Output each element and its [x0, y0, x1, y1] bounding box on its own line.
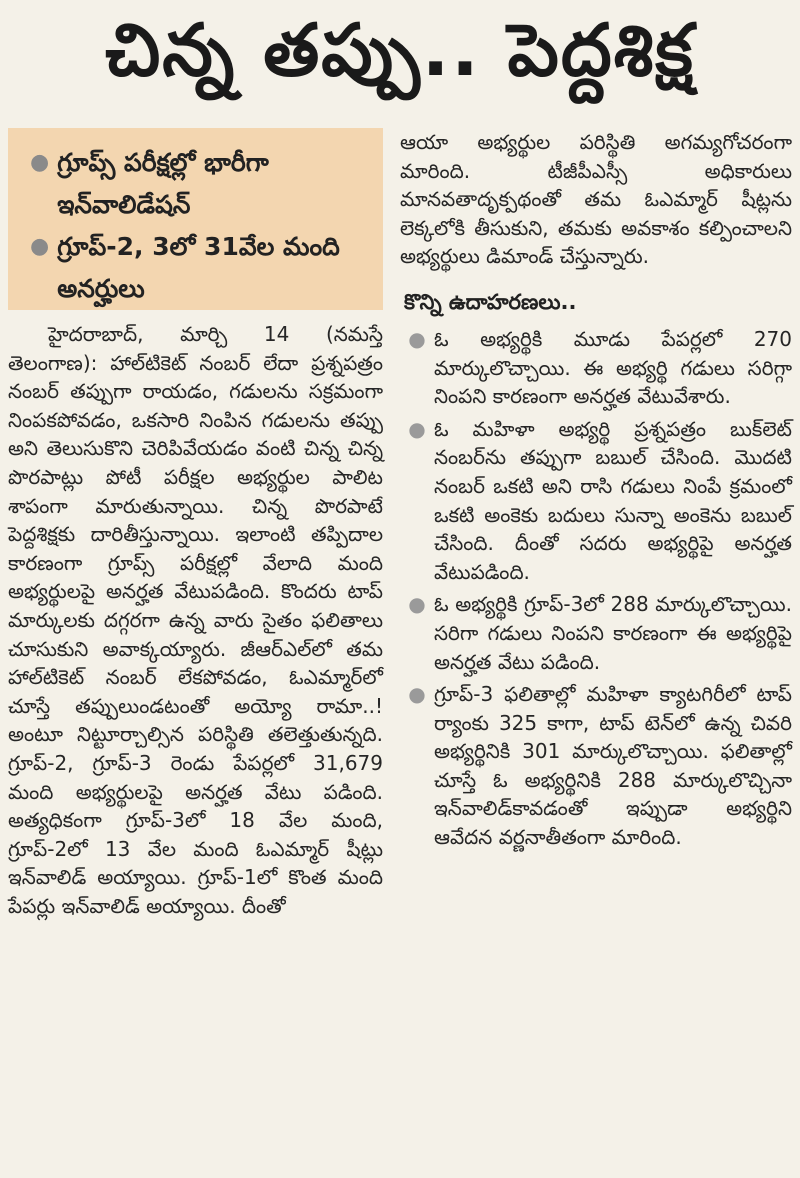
examples-heading: కొన్ని ఉదాహరణలు..: [404, 289, 577, 314]
right-column: [400, 128, 792, 856]
example-text: ఓ అభ్యర్థికి మూడు పేపర్లలో 270 మార్కులొచ్చాయి. ఈ అభ్యర్థి గడులు సరిగ్గా నింపని కారణంగా అనర్హత వేటువేశారు.: [434, 326, 792, 409]
bullet-icon: ●: [30, 150, 50, 175]
highlight-item: [30, 142, 369, 226]
highlight-text: గ్రూప్-2, 3లో 31వేల మంది అనర్హులు: [57, 232, 340, 303]
example-item: [400, 415, 792, 587]
bullet-icon: ●: [408, 326, 426, 351]
article-body-right: ఆయా అభ్యర్థుల పరిస్థితి అగమ్యగోచరంగా మారింది. టీజీపీఎస్సీ అధికారులు మానవతాదృక్పథంతో తమ ఓఎమ్మార్ షీట్లను లెక్కలోకి తీసుకుని, తమకు అవకాశం కల్పించాలని అభ్యర్థులు డిమాండ్ చేస్తున్నారు.: [400, 130, 792, 269]
left-column: [8, 128, 383, 920]
article-body-left: హైదరాబాద్, మార్చి 14 (నమస్తే తెలంగాణ): హాల్‌టికెట్ నంబర్ లేదా ప్రశ్నపత్రం నంబర్ తప్పుగా రాయడం, గడులను సక్రమంగా నింపకపోవడం, ఒకసారి నింపిన గడులను తప్పు అని తెలుసుకొని చెరిపివేయడం వంటి చిన్న చిన్న పొరపాట్లు పోటీ పరీక్షల అభ్యర్థుల పాలిట శాపంగా మారుతున్నాయి. చిన్న పొరపాటే పెద్దశిక్షకు దారితీస్తున్నాయి. ఇలాంటి తప్పిదాల కారణంగా గ్రూప్స్ పరీక్షల్లో వేలాది మంది అభ్యర్థులపై అనర్హత వేటుపడింది. కొందరు టాప్ మార్కులకు దగ్గరగా ఉన్న వారు సైతం ఫలితాలు చూసుకుని అవాక్కయ్యారు. జీఆర్‌ఎల్‌లో తమ హాల్‌టికెట్ నంబర్ లేకపోవడం, ఓఎమ్మార్‌లో చూస్తే తప్పులుండటంతో అయ్యో రామా..! అంటూ నిట్టూర్చాల్సిన పరిస్థితి తలెత్తుతున్నది. గ్రూప్-2, గ్రూప్-3 రెండు పేపర్లలో 31,679 మంది అభ్యర్థులపై అనర్హత వేటు పడింది. అత్యధికంగా గ్రూప్-3లో 18 వేల మంది, గ్రూప్-2లో 13 వేల మంది ఓఎమ్మార్ షీట్లు ఇన్‌వాలిడ్ అయ్యాయి. గ్రూప్-1లో కొంత మంది పేపర్లు ఇన్‌వాలిడ్ అయ్యాయి. దీంతో: [8, 322, 383, 918]
headline: చిన్న తప్పు.. పెద్దశిక్ష: [105, 8, 695, 92]
bullet-icon: ●: [408, 682, 426, 707]
bullet-icon: ●: [30, 234, 50, 259]
example-item: [400, 680, 792, 852]
highlight-box: [8, 128, 383, 310]
example-text: ఓ మహిళా అభ్యర్థి ప్రశ్నపత్రం బుక్‌లెట్ నంబర్‌ను తప్పుగా బబుల్ చేసింది. మొదటి నంబర్ ఒకటి అని రాసి గడులు నింపే క్రమంలో ఒకటి అంకెకు బదులు సున్నా అంకెను బబుల్ చేసింది. దీంతో సదరు అభ్యర్థిపై అనర్హత వేటుపడింది.: [434, 416, 792, 584]
example-item: [400, 590, 792, 676]
example-item: [400, 325, 792, 411]
highlight-item: [30, 226, 369, 310]
bullet-icon: ●: [408, 416, 426, 441]
example-text: గ్రూప్-3 ఫలితాల్లో మహిళా క్యాటగిరీలో టాప్ ర్యాంకు 325 కాగా, టాప్ టెన్‌లో ఉన్న చివరి అభ్యర్థినికి 301 మార్కులొచ్చాయి. ఫలితాల్లో చూస్తే ఓ అభ్యర్థినికి 288 మార్కులొచ్చినా ఇన్‌వాలిడ్‌కావడంతో ఇప్పుడా అభ్యర్థిని ఆవేదన వర్ణనాతీతంగా మారింది.: [434, 682, 792, 850]
bullet-icon: ●: [408, 592, 426, 617]
example-text: ఓ అభ్యర్థికి గ్రూప్-3లో 288 మార్కులొచ్చాయి. సరిగా గడులు నింపని కారణంగా ఈ అభ్యర్థిపై అనర్హత వేటు పడింది.: [434, 592, 792, 674]
highlight-text: గ్రూప్స్ పరీక్షల్లో భారీగా ఇన్‌వాలిడేషన్: [57, 148, 269, 219]
